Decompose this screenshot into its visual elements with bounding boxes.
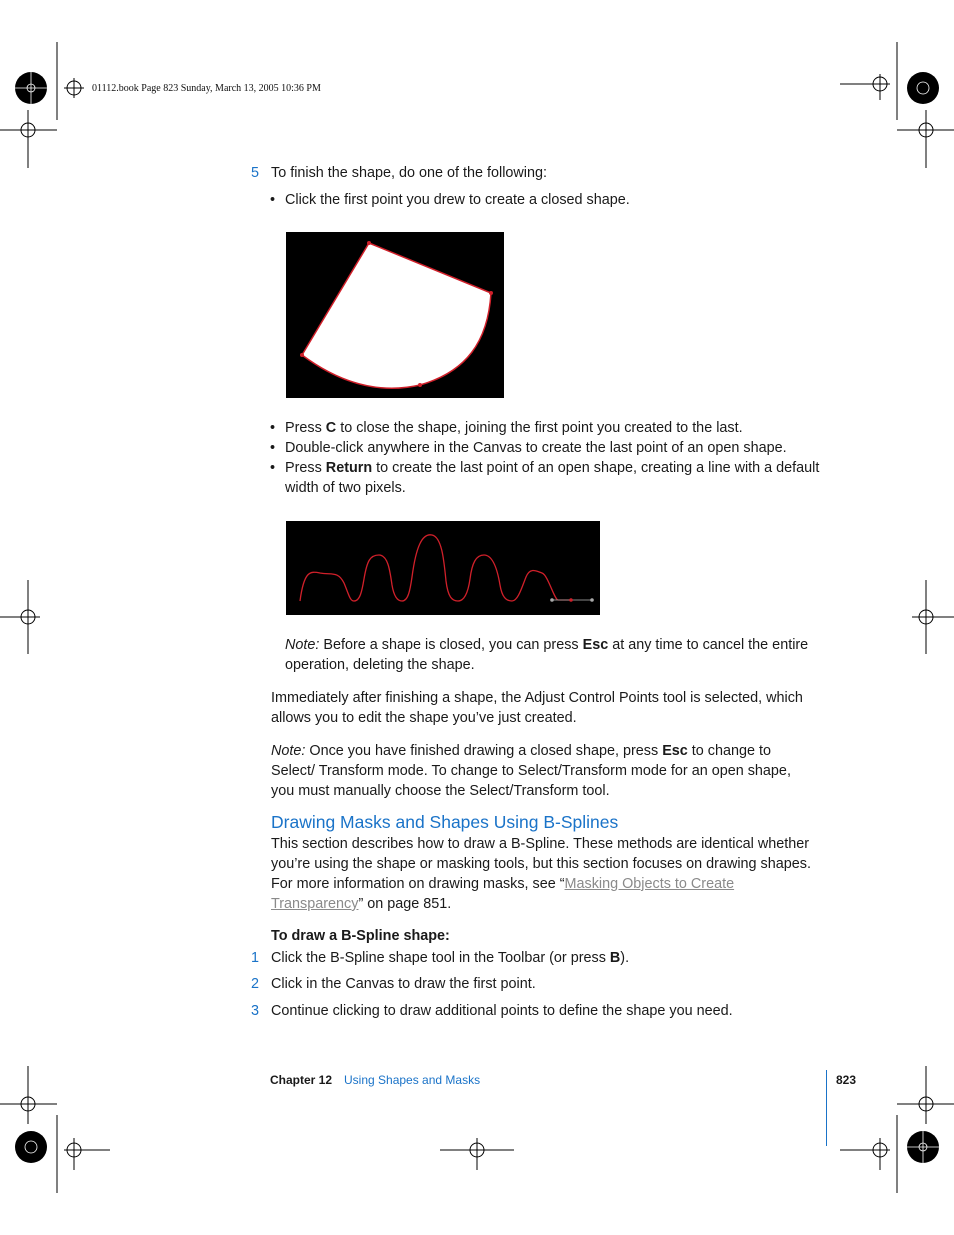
- step-text: [271, 948, 821, 968]
- note-paragraph: [271, 741, 816, 801]
- bullet-item: [270, 418, 820, 438]
- open-shape-figure: [286, 521, 600, 615]
- key-name: Esc: [582, 637, 609, 653]
- bullet-item: [270, 190, 820, 210]
- footer-divider: [826, 1070, 827, 1146]
- bullet-glyph: •: [270, 192, 276, 208]
- text-run: at any time to cancel the entire operation, deleting the shape.: [285, 637, 809, 673]
- text-run: Press: [285, 460, 326, 476]
- task-subheading: To draw a B-Spline shape:: [271, 928, 450, 944]
- key-name: Return: [325, 460, 373, 476]
- text-run: to create the last point of an open shape, creating a line with a default width of two pixels.: [285, 460, 820, 496]
- text-run: to close the shape, joining the first point you created to the last.: [336, 420, 743, 436]
- step-number: 1: [251, 950, 260, 966]
- note-paragraph: [285, 635, 815, 675]
- text-run: to change to Select/ Transform mode. To change to Select/Transform mode for an open shape, you must manually choose the Select/Transform tool.: [271, 743, 791, 799]
- step-number: 2: [251, 976, 260, 992]
- step-text: Continue clicking to draw additional points to define the shape you need.: [271, 1003, 733, 1019]
- step-3: [251, 1001, 821, 1021]
- bullet-glyph: •: [270, 440, 276, 456]
- body-paragraph: [271, 834, 816, 914]
- key-name: C: [325, 420, 337, 436]
- step-text: To finish the shape, do one of the following:: [271, 165, 548, 181]
- bullet-item: [270, 458, 820, 498]
- text-run: ).: [620, 950, 630, 966]
- bullet-glyph: •: [270, 420, 276, 436]
- bullet-text: [285, 418, 825, 438]
- page-number: 823: [836, 1073, 857, 1087]
- footer-chapter-title: Using Shapes and Masks: [344, 1073, 481, 1087]
- text-run: Once you have finished drawing a closed shape, press: [305, 743, 663, 759]
- text-run: Before a shape is closed, you can press: [319, 637, 583, 653]
- note-label: Note:: [271, 743, 306, 759]
- closed-shape-illustration: [286, 232, 504, 398]
- bullet-text: Double-click anywhere in the Canvas to create the last point of an open shape.: [285, 440, 787, 456]
- bullet-item: [270, 438, 820, 458]
- text-run: Click the B-Spline shape tool in the Toolbar (or press: [271, 950, 610, 966]
- step-2: [251, 974, 821, 994]
- key-name: Esc: [662, 743, 688, 759]
- key-name: B: [609, 950, 621, 966]
- note-label: Note:: [285, 637, 320, 653]
- print-header: 01112.book Page 823 Sunday, March 13, 2005 10:36 PM: [92, 83, 321, 94]
- open-spline-illustration: [286, 521, 600, 615]
- text-run: Press: [285, 420, 326, 436]
- step-number: 3: [251, 1003, 260, 1019]
- body-paragraph: Immediately after finishing a shape, the Adjust Control Points tool is selected, which allows you to edit the shape you’ve just created.: [271, 690, 803, 726]
- bullet-glyph: •: [270, 460, 276, 476]
- step-5: [251, 163, 821, 183]
- footer-chapter: Chapter 12: [270, 1073, 333, 1087]
- text-run: ” on page 851.: [358, 896, 452, 912]
- text-run: This section describes how to draw a B-Spline. These methods are identical whether you’re using the shape or masking tools, but this section focuses on drawing shapes. For more information on drawing masks, see “: [271, 836, 811, 892]
- bullet-text: Click the first point you drew to create a closed shape.: [285, 192, 630, 208]
- cross-reference-link[interactable]: Masking Objects to Create Transparency: [271, 876, 735, 912]
- step-1: [251, 948, 821, 968]
- step-text: Click in the Canvas to draw the first point.: [271, 976, 536, 992]
- step-number: 5: [251, 165, 260, 181]
- closed-shape-figure: [286, 232, 504, 398]
- section-heading: Drawing Masks and Shapes Using B-Splines: [271, 812, 619, 832]
- bullet-text: [285, 458, 825, 498]
